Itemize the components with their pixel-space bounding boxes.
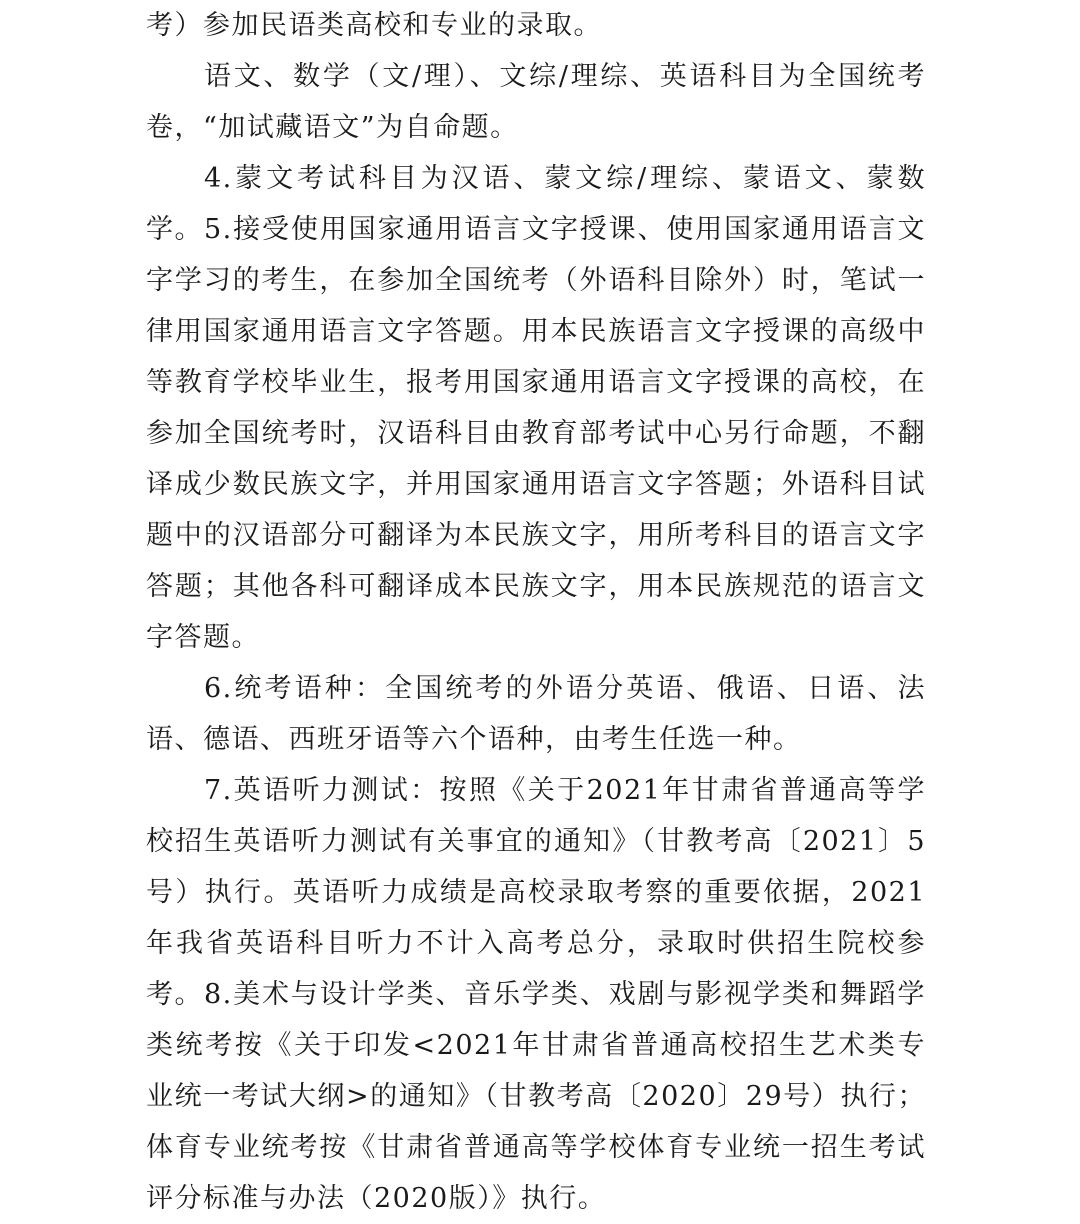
- paragraph-item-7: 7.英语听力测试：按照《关于2021年甘肃省普通高等学校招生英语听力测试有关事宜的通知》（甘教考高〔2021〕5号）执行。英语听力成绩是高校录取考察的重要依据，2021年我省英语科目听力不计入高考总分，录取时供招生院校参考。: [146, 775, 926, 1010]
- paragraph-item-4: 4.蒙文考试科目为汉语、蒙文综/理综、蒙语文、蒙数学。: [146, 163, 926, 245]
- paragraph-continuation: 考）参加民语类高校和专业的录取。: [146, 10, 602, 41]
- paragraph-item-6: 6.统考语种：全国统考的外语分英语、俄语、日语、法语、德语、西班牙语等六个语种，由考生任选一种。: [146, 673, 926, 755]
- paragraph-item-8: 8.美术与设计学类、音乐学类、戏剧与影视学类和舞蹈学类统考按《关于印发<2021年甘肃省普通高校招生艺术类专业统一考试大纲>的通知》（甘教考高〔2020〕29号）执行；体育专业统考按《甘肃省普通高等学校体育专业统一招生考试评分标准与办法（2020版）》执行。: [146, 979, 926, 1214]
- paragraph-exam-papers: 语文、数学（文/理）、文综/理综、英语科目为全国统考卷，“加试藏语文”为自命题。: [146, 61, 926, 143]
- paragraph-item-5: 5.接受使用国家通用语言文字授课、使用国家通用语言文字学习的考生，在参加全国统考（外语科目除外）时，笔试一律用国家通用语言文字答题。用本民族语言文字授课的高级中等教育学校毕业生，报考用国家通用语言文字授课的高校，在参加全国统考时，汉语科目由教育部考试中心另行命题，不翻译成少数民族文字，并用国家通用语言文字答题；外语科目试题中的汉语部分可翻译为本民族文字，用所考科目的语言文字答题；其他各科可翻译成本民族文字，用本民族规范的语言文字答题。: [146, 214, 926, 653]
